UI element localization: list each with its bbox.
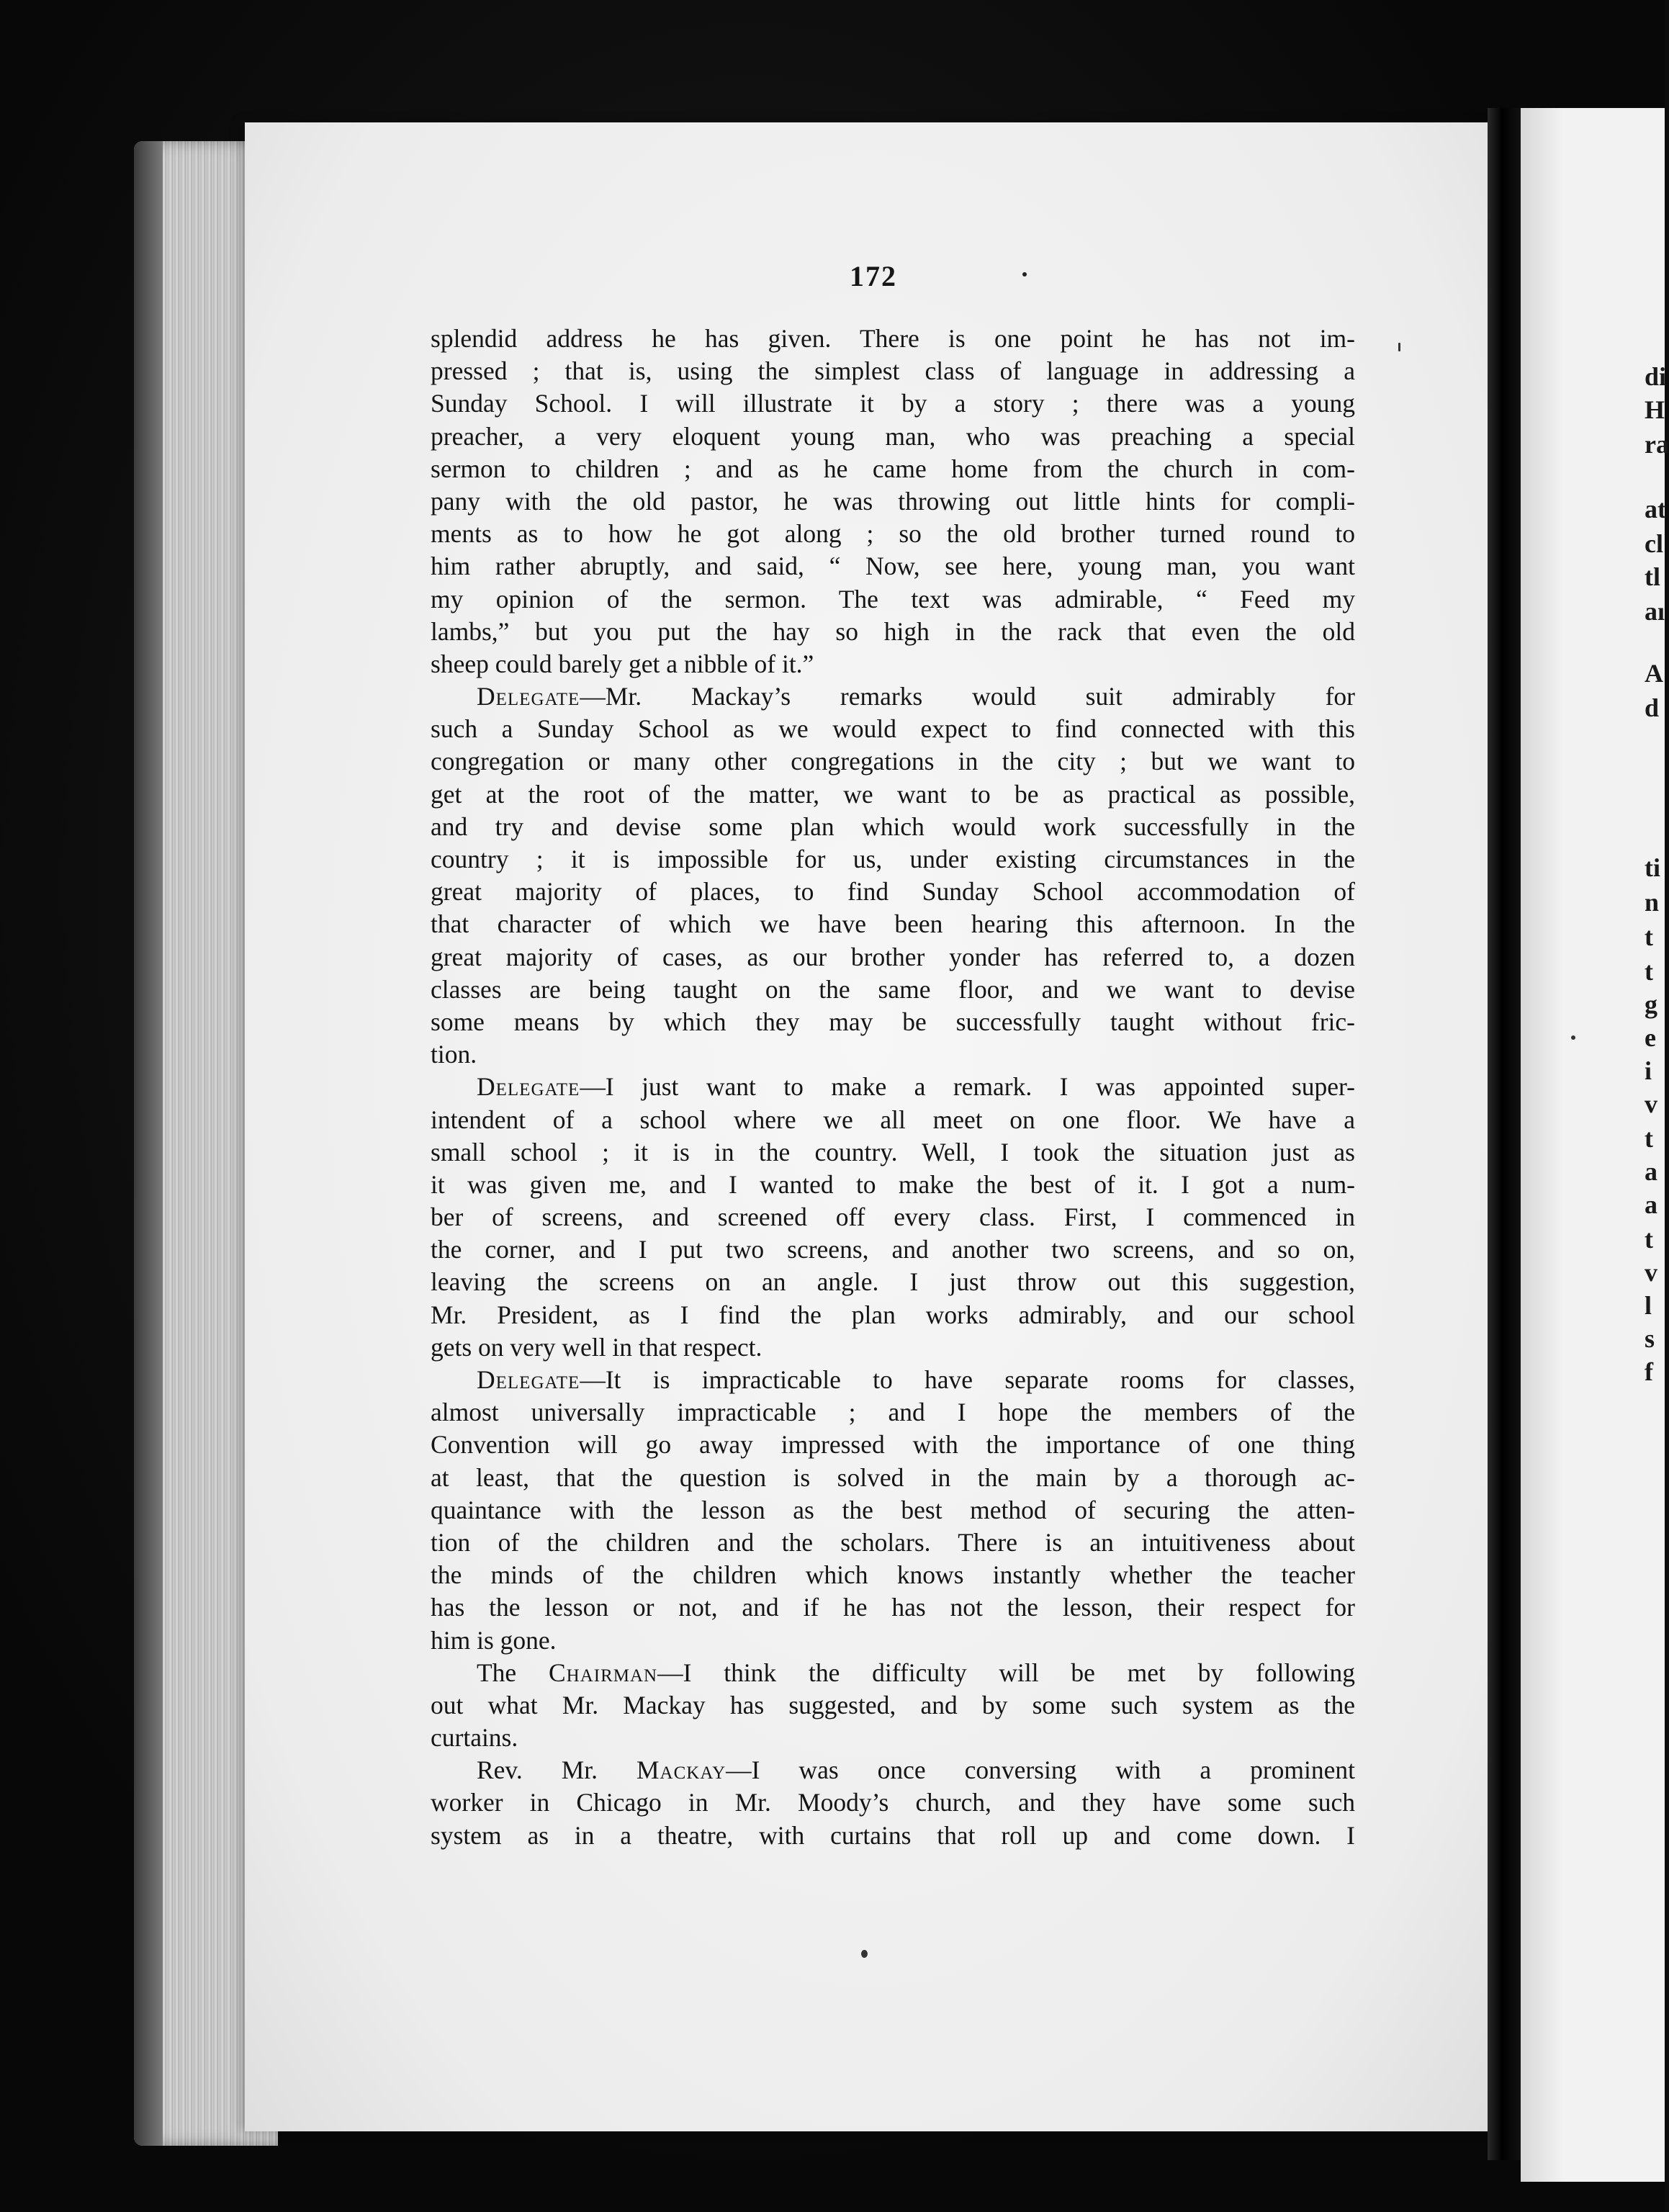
text-line: at least, that the question is solved in the main by a thorough ac- — [431, 1462, 1355, 1492]
text-fragment: —It is impracticable to have separate rooms for classes, — [580, 1365, 1355, 1394]
text-line: get at the root of the matter, we want to be as practical as possible, — [431, 779, 1355, 809]
text-line: sermon to children ; and as he came home from the church in com- — [431, 454, 1355, 483]
text-line: quaintance with the lesson as the best method of securing the atten- — [431, 1495, 1355, 1524]
text-line: has the lesson or not, and if he has not the lesson, their respect for — [431, 1593, 1355, 1622]
facing-page-fragment: s — [1645, 1324, 1655, 1353]
facing-page-fragment: aı — [1645, 597, 1665, 626]
paragraph — [431, 1657, 1355, 1755]
paragraph — [431, 1071, 1355, 1364]
text-line: sheep could barely get a nibble of it.” — [431, 649, 814, 678]
facing-page-fragment: at — [1645, 495, 1666, 523]
text-fragment: —I think the difficulty will be met by following — [657, 1658, 1355, 1687]
paragraph — [431, 323, 1355, 680]
text-line: such a Sunday School as we would expect to find connected with this — [431, 714, 1355, 744]
facing-page-fragment: cl — [1645, 529, 1663, 558]
text-line: preacher, a very eloquent young man, who was preaching a special — [431, 421, 1355, 451]
facing-page-fragment: ra — [1645, 430, 1669, 459]
text-line: worker in Chicago in Mr. Moody’s church, and they have some such — [431, 1788, 1355, 1817]
facing-page-fragment: f — [1645, 1357, 1653, 1386]
text-line: almost universally impracticable ; and I hope the members of the — [431, 1398, 1355, 1427]
page-body-text — [431, 323, 1355, 1852]
text-line: the minds of the children which knows instantly whether the teacher — [431, 1560, 1355, 1590]
text-line: tion of the children and the scholars. There is an intuitiveness about — [431, 1527, 1355, 1557]
text-line: my opinion of the sermon. The text was admirable, “ Feed my — [431, 584, 1355, 613]
text-line: pany with the old pastor, he was throwing out little hints for compli- — [431, 486, 1355, 516]
text-line: system as in a theatre, with curtains that roll up and come down. I — [431, 1820, 1355, 1850]
text-line: out what Mr. Mackay has suggested, and by some such system as the — [431, 1690, 1355, 1719]
text-line: ments as to how he got along ; so the old brother turned round to — [431, 519, 1355, 549]
page-gutter — [1488, 108, 1524, 2160]
facing-page-fragment: t — [1645, 1124, 1653, 1153]
facing-page-fragment: t — [1645, 1225, 1653, 1254]
facing-page-fragment: a — [1645, 1190, 1657, 1219]
text-line: congregation or many other congregations in the city ; but we want to — [431, 747, 1355, 776]
text-line — [431, 1071, 1355, 1103]
text-line: gets on very well in that respect. — [431, 1332, 762, 1362]
text-line: him is gone. — [431, 1625, 557, 1655]
text-fragment: —I was once conversing with a prominent — [726, 1755, 1355, 1785]
facing-page-fragment: g — [1645, 990, 1657, 1019]
facing-page-fragment: H — [1645, 395, 1665, 424]
text-line: it was given me, and I wanted to make the best of it. I got a num- — [431, 1169, 1355, 1199]
print-speck — [861, 1950, 868, 1958]
text-line: him rather abruptly, and said, “ Now, see here, young man, you want — [431, 552, 1355, 581]
text-line: leaving the screens on an angle. I just throw out this suggestion, — [431, 1267, 1355, 1297]
facing-page-fragment: t — [1645, 922, 1653, 951]
facing-page-fragment: d — [1645, 693, 1660, 722]
facing-page-fragment: tl — [1645, 562, 1660, 591]
facing-page-fragment: n — [1645, 888, 1660, 917]
text-line: some means by which they may be successfully taught without fric- — [431, 1007, 1355, 1036]
text-line: intendent of a school where we all meet on one floor. We have a — [431, 1105, 1355, 1134]
speaker-name: Delegate — [477, 1072, 580, 1102]
paragraph — [431, 680, 1355, 1071]
text-line: classes are being taught on the same floor, and we want to devise — [431, 974, 1355, 1004]
facing-page — [1521, 108, 1669, 2182]
facing-page-fragment: v — [1645, 1089, 1657, 1118]
text-line: Sunday School. I will illustrate it by a story ; there was a young — [431, 389, 1355, 418]
text-line: small school ; it is in the country. Well, I took the situation just as — [431, 1137, 1355, 1166]
paragraph — [431, 1754, 1355, 1852]
speaker-prefix: Rev. Mr. — [477, 1755, 636, 1785]
facing-page-fragment: t — [1645, 957, 1653, 986]
facing-page-fragment: A — [1645, 659, 1663, 688]
text-line: curtains. — [431, 1723, 518, 1753]
text-line: lambs,” but you put the hay so high in the rack that even the old — [431, 616, 1355, 646]
print-speck — [1022, 272, 1027, 276]
text-line: ber of screens, and screened off every class. First, I commenced in — [431, 1202, 1355, 1232]
text-line: Convention will go away impressed with the importance of one thing — [431, 1430, 1355, 1460]
text-fragment: —Mr. Mackay’s remarks would suit admirably for — [580, 682, 1355, 711]
text-line: pressed ; that is, using the simplest class of language in addressing a — [431, 356, 1355, 386]
text-line — [431, 1657, 1355, 1689]
page-number: 172 — [850, 260, 897, 292]
speaker-name: Delegate — [477, 682, 580, 711]
text-line: tion. — [431, 1040, 477, 1069]
facing-page-fragment: ti — [1645, 853, 1660, 882]
facing-page-fragment: di — [1645, 362, 1667, 391]
print-speck — [1571, 1035, 1575, 1040]
book-spine-shadow — [134, 141, 163, 2146]
facing-page-fragment: a — [1645, 1157, 1657, 1186]
text-fragment: —I just want to make a remark. I was appointed super- — [580, 1072, 1355, 1102]
speaker-prefix: The — [477, 1658, 549, 1687]
text-line: country ; it is impossible for us, under existing circumstances in the — [431, 845, 1355, 873]
text-line: the corner, and I put two screens, and another two screens, and so on, — [431, 1235, 1355, 1264]
speaker-name: Chairman — [548, 1658, 658, 1687]
text-line: splendid address he has given. There is one point he has not im- — [431, 324, 1355, 353]
text-line — [431, 1364, 1355, 1396]
text-line — [431, 1754, 1355, 1786]
text-line: great majority of cases, as our brother yonder has referred to, a dozen — [431, 942, 1355, 971]
speaker-name: Delegate — [477, 1365, 580, 1394]
paragraph — [431, 1364, 1355, 1657]
text-line: great majority of places, to find Sunday School accommodation of — [431, 877, 1355, 907]
text-line: and try and devise some plan which would work successfully in the — [431, 811, 1355, 841]
facing-page-fragment: e — [1645, 1023, 1656, 1052]
facing-page-fragment: v — [1645, 1258, 1657, 1287]
facing-page-fragment: l — [1645, 1291, 1652, 1320]
print-speck — [1398, 343, 1400, 351]
text-line — [431, 680, 1355, 713]
text-line: that character of which we have been hearing this afternoon. In the — [431, 909, 1355, 939]
speaker-name: Mackay — [636, 1755, 726, 1785]
facing-page-fragment: i — [1645, 1056, 1652, 1085]
text-line: Mr. President, as I find the plan works admirably, and our school — [431, 1300, 1355, 1329]
